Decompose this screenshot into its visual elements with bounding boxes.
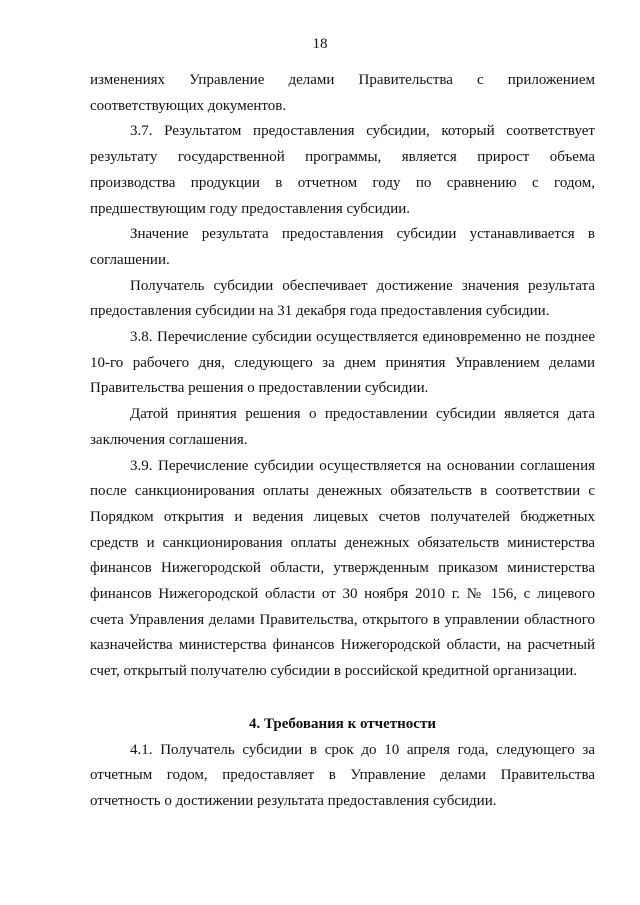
paragraph-result-value: Значение результата предоставления субсидии устанавливается в соглашении.	[90, 226, 595, 268]
document-body	[90, 68, 595, 815]
section-title: 4. Требования к отчетности	[249, 715, 436, 732]
paragraph-3-7: 3.7. Результатом предоставления субсидии, который соответствует результату государственной программы, является прирост объема производства продукции в отчетном году по сравнению с годом, предшествующим году предоставления субсидии.	[90, 123, 595, 217]
paragraph-3-9: 3.9. Перечисление субсидии осуществляется на основании соглашения после санкционирования оплаты денежных обязательств в соответствии с Порядком открытия и ведения лицевых счетов получателей бюджетных средств и санкционирования оплаты денежных обязательств министерства финансов Нижегородской области, утвержденным приказом министерства финансов Нижегородской области от 30 ноября 2010 г. № 156, с лицевого счета Управления делами Правительства, открытого в управлении областного казначейства министерства финансов Нижегородской области, на расчетный счет, открытый получателю субсидии в российской кредитной организации.	[90, 457, 595, 680]
page-number: 18	[312, 36, 328, 52]
paragraph-decision-date: Датой принятия решения о предоставлении субсидии является дата заключения соглашения.	[90, 406, 595, 448]
paragraph-4-1: 4.1. Получатель субсидии в срок до 10 апреля года, следующего за отчетным годом, предоставляет в Управление делами Правительства отчетность о достижении результата предоставления субсидии.	[90, 741, 595, 809]
paragraph-3-8: 3.8. Перечисление субсидии осуществляется единовременно не позднее 10-го рабочего дня, следующего за днем принятия Управлением делами Правительства решения о предоставлении субсидии.	[90, 329, 595, 397]
paragraph-result-achievement: Получатель субсидии обеспечивает достижение значения результата предоставления субсидии на 31 декабря года предоставления субсидии.	[90, 277, 595, 320]
paragraph-continuation: изменениях Управление делами Правительства с приложением соответствующих документов.	[90, 72, 595, 114]
